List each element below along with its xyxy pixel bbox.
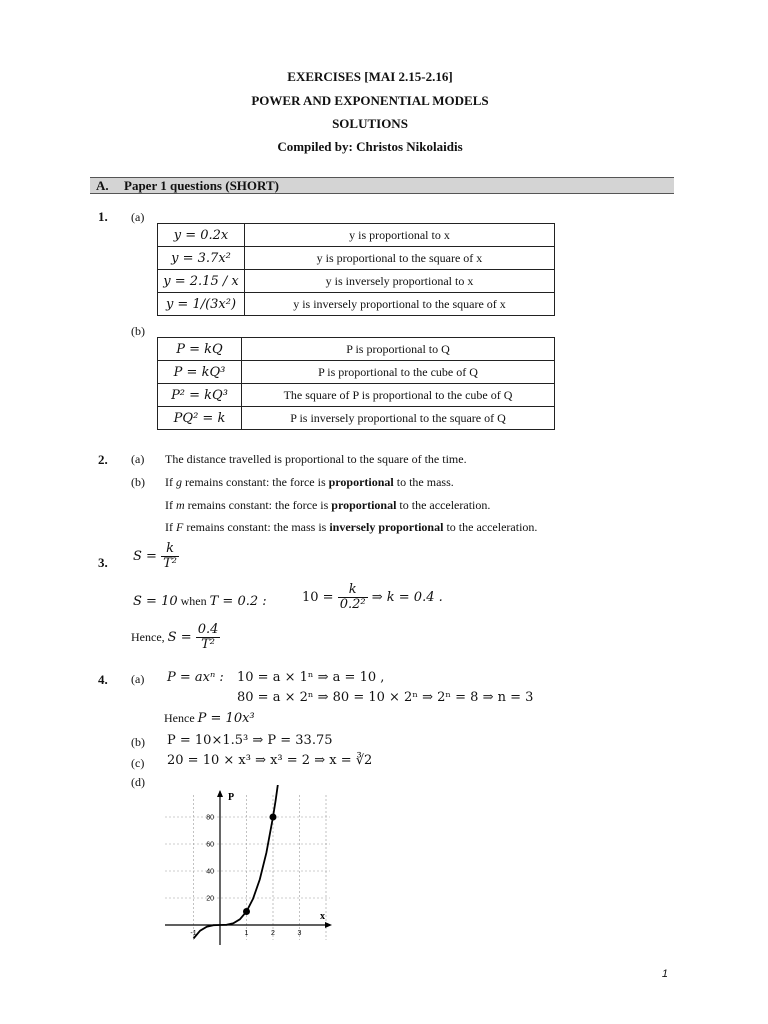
q2b-line-3: If F remains constant: the mass is inversely proportional to the acceleration. [165, 520, 538, 534]
question-1-number: 1. [98, 209, 108, 224]
q1a-equation: y = 3.7x² [158, 247, 245, 270]
title-solutions: SOLUTIONS [332, 116, 408, 131]
q1b-description: The square of P is proportional to the cube of Q [242, 384, 555, 407]
q4a-line-2: 80 = a × 2ⁿ ⇒ 80 = 10 × 2ⁿ ⇒ 2ⁿ = 8 ⇒ n = 3 [237, 690, 534, 705]
q4c-equation: 20 = 10 × x³ ⇒ x³ = 2 ⇒ x = ∛2 [167, 753, 373, 768]
q2-part-a-label: (a) [131, 452, 145, 466]
q1a-equation: y = 0.2x [158, 224, 245, 247]
q1b-row [158, 338, 555, 361]
q1a-equation: y = 2.15 / x [158, 270, 245, 293]
q1b-equation: PQ² = k [158, 407, 242, 430]
q4a-hence: Hence P = 10x³ [164, 711, 255, 726]
x-axis-label: x [320, 911, 325, 922]
q1b-description: P is proportional to Q [242, 338, 555, 361]
q1b-row [158, 384, 555, 407]
q2-part-b-label: (b) [131, 475, 145, 489]
q1a-row [158, 293, 555, 316]
q1b-description: P is proportional to the cube of Q [242, 361, 555, 384]
x-axis-arrow [325, 922, 332, 928]
section-header [90, 177, 674, 194]
y-axis-label: P [228, 792, 235, 803]
q4-part-a-label: (a) [131, 672, 145, 686]
data-point [243, 908, 250, 915]
q1a-description: y is proportional to x [245, 224, 555, 247]
q4-part-c-label: (c) [131, 756, 145, 770]
q1-part-b-label: (b) [131, 324, 145, 338]
q1b-equation: P² = kQ³ [158, 384, 242, 407]
data-point [270, 814, 277, 821]
x-tick-label: 2 [271, 930, 275, 937]
question-3-number: 3. [98, 555, 108, 570]
y-tick-label: 60 [206, 841, 214, 849]
title-topic: POWER AND EXPONENTIAL MODELS [251, 93, 489, 108]
q3-solve: 10 = $\frac{k}{\text{0.2²}}$ ⇒ k = 0.4 . [302, 582, 443, 612]
q1a-equation: y = 1/(3x²) [158, 293, 245, 316]
title-author: Compiled by: Christos Nikolaidis [277, 139, 463, 154]
y-axis-arrow [217, 790, 223, 797]
q1a-description: y is inversely proportional to x [245, 270, 555, 293]
x-tick-label: -1 [190, 930, 197, 937]
q2a-text: The distance travelled is proportional to the square of the time. [165, 452, 467, 466]
q2b-line-1: If g remains constant: the force is proportional to the mass. [165, 475, 454, 489]
q4a-line-1: 10 = a × 1ⁿ ⇒ a = 10 , [237, 670, 385, 685]
x-tick-label: 3 [297, 930, 302, 937]
q4-part-d-label: (d) [131, 775, 145, 789]
q1a-description: y is inversely proportional to the square of x [245, 293, 555, 316]
q4d-graph [150, 785, 350, 955]
q1b-description: P is inversely proportional to the square of Q [242, 407, 555, 430]
q1a-row [158, 270, 555, 293]
y-tick-label: 20 [206, 895, 214, 903]
q1b-row [158, 361, 555, 384]
q4b-equation: P = 10×1.5³ ⇒ P = 33.75 [167, 733, 333, 748]
q2b-line-2: If m remains constant: the force is proportional to the acceleration. [165, 498, 491, 512]
q3-hence: Hence, S = $\frac{0.4}{\text{T²}}$ [131, 622, 219, 652]
q4-part-b-label: (b) [131, 735, 145, 749]
y-tick-label: 40 [206, 868, 214, 876]
y-tick-label: 80 [206, 814, 214, 822]
section-title: Paper 1 questions (SHORT) [124, 178, 279, 193]
question-4-number: 4. [98, 672, 108, 687]
q1b-equation: P = kQ³ [158, 361, 242, 384]
q1a-row [158, 224, 555, 247]
q1-part-a-label: (a) [131, 210, 145, 224]
q1b-table [157, 337, 555, 430]
function-curve [194, 785, 279, 939]
q3-formula: S = $\frac{k}{\text{T²}}$ [133, 541, 177, 571]
q3-condition: S = 10 when T = 0.2 : [133, 594, 267, 609]
section-label: A. [96, 178, 109, 193]
q1a-description: y is proportional to the square of x [245, 247, 555, 270]
q1b-row [158, 407, 555, 430]
q4a-model: P = axⁿ : [167, 670, 224, 685]
question-2-number: 2. [98, 452, 108, 467]
q1a-row [158, 247, 555, 270]
q1a-table [157, 223, 555, 316]
q1b-equation: P = kQ [158, 338, 242, 361]
title-exercises: EXERCISES [MAI 2.15-2.16] [287, 69, 453, 84]
x-tick-label: 1 [244, 930, 249, 937]
page-number: 1 [661, 968, 668, 980]
